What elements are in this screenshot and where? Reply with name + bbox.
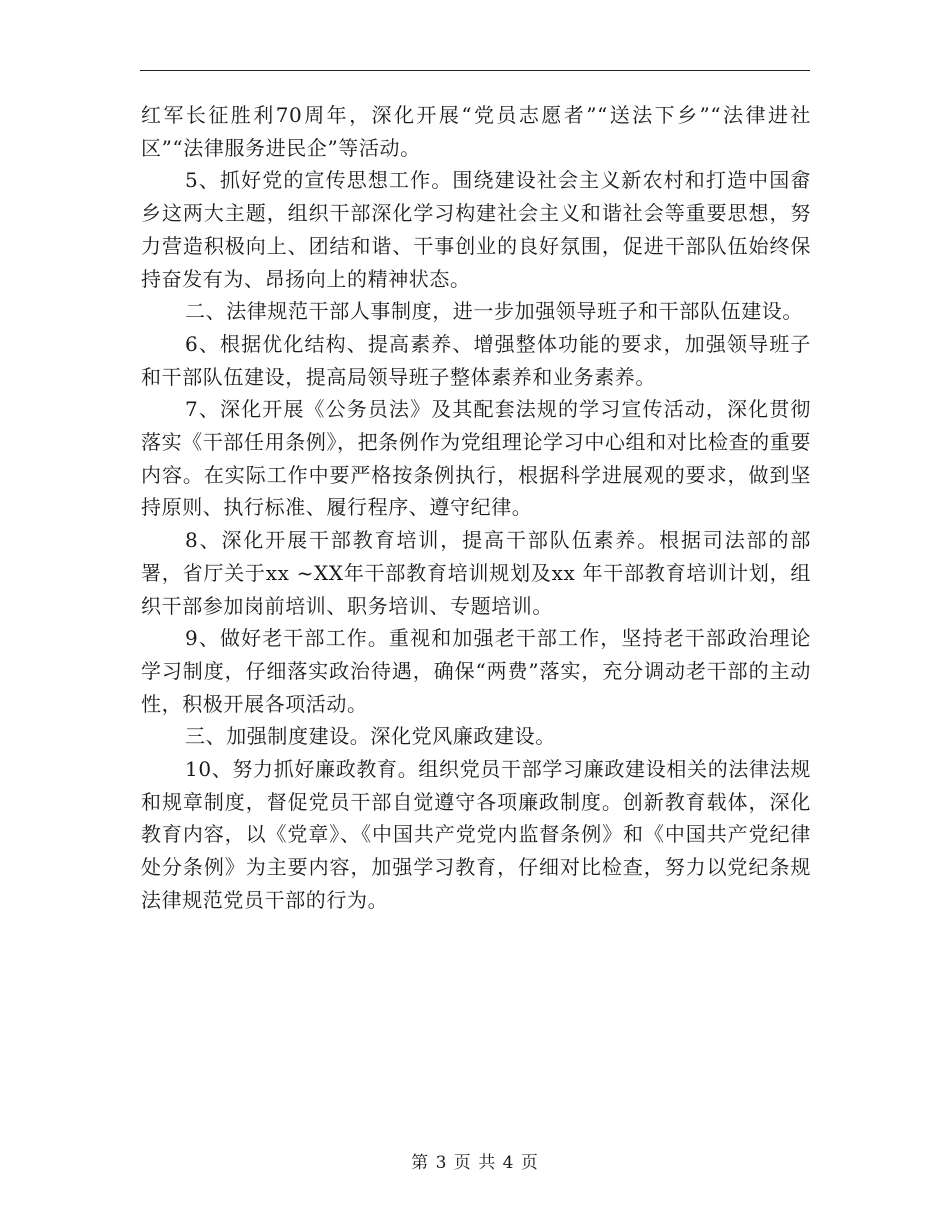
paragraph-6: 8、深化开展干部教育培训，提高干部队伍素养。根据司法部的部署，省厅关于xx ~XX年干部教育培训规划及xx 年干部教育培训计划，组织干部参加岗前培训、职务培训、专题培训。 bbox=[141, 528, 811, 618]
paragraph-4: 6、根据优化结构、提高素养、增强整体功能的要求，加强领导班子和干部队伍建设，提高局领导班子整体素养和业务素养。 bbox=[141, 331, 811, 389]
page-footer: 第 3 页 共 4 页 bbox=[411, 1153, 539, 1173]
paragraph-5: 7、深化开展《公务员法》及其配套法规的学习宣传活动，深化贯彻落实《干部任用条例》，把条例作为党组理论学习中心组和对比检查的重要内容。在实际工作中要严格按条例执行，根据科学进展观的要求，做到坚持原则、执行标准、履行程序、遵守纪律。 bbox=[141, 397, 811, 520]
paragraph-7: 9、做好老干部工作。重视和加强老干部工作，坚持老干部政治理论学习制度，仔细落实政治待遇，确保“两费”落实，充分调动老干部的主动性，积极开展各项活动。 bbox=[141, 626, 811, 716]
section-heading-2: 二、法律规范干部人事制度，进一步加强领导班子和干部队伍建设。 bbox=[185, 299, 803, 324]
paragraph-1: 红军长征胜利70周年，深化开展“党员志愿者”“送法下乡”“法律进社区”“法律服务进民企”等活动。 bbox=[141, 103, 811, 160]
paragraph-9: 10、努力抓好廉政教育。组织党员干部学习廉政建设相关的法律法规和规章制度，督促党员干部自觉遵守各项廉政制度。创新教育载体，深化教育内容，以《党章》、《中国共产党党内监督条例》和《中国共产党纪律处分条例》为主要内容，加强学习教育，仔细对比检查，努力以党纪条规法律规范党员干部的行为。 bbox=[141, 757, 811, 912]
document-body bbox=[141, 99, 811, 917]
section-heading-3: 三、加强制度建设。深化党风廉政建设。 bbox=[185, 724, 556, 749]
paragraph-2: 5、抓好党的宣传思想工作。围绕建设社会主义新农村和打造中国畲乡这两大主题，组织干部深化学习构建社会主义和谐社会等重要思想，努力营造积极向上、团结和谐、干事创业的良好氛围，促进干部队伍始终保持奋发有为、昂扬向上的精神状态。 bbox=[141, 168, 811, 291]
header-rule bbox=[140, 70, 810, 71]
